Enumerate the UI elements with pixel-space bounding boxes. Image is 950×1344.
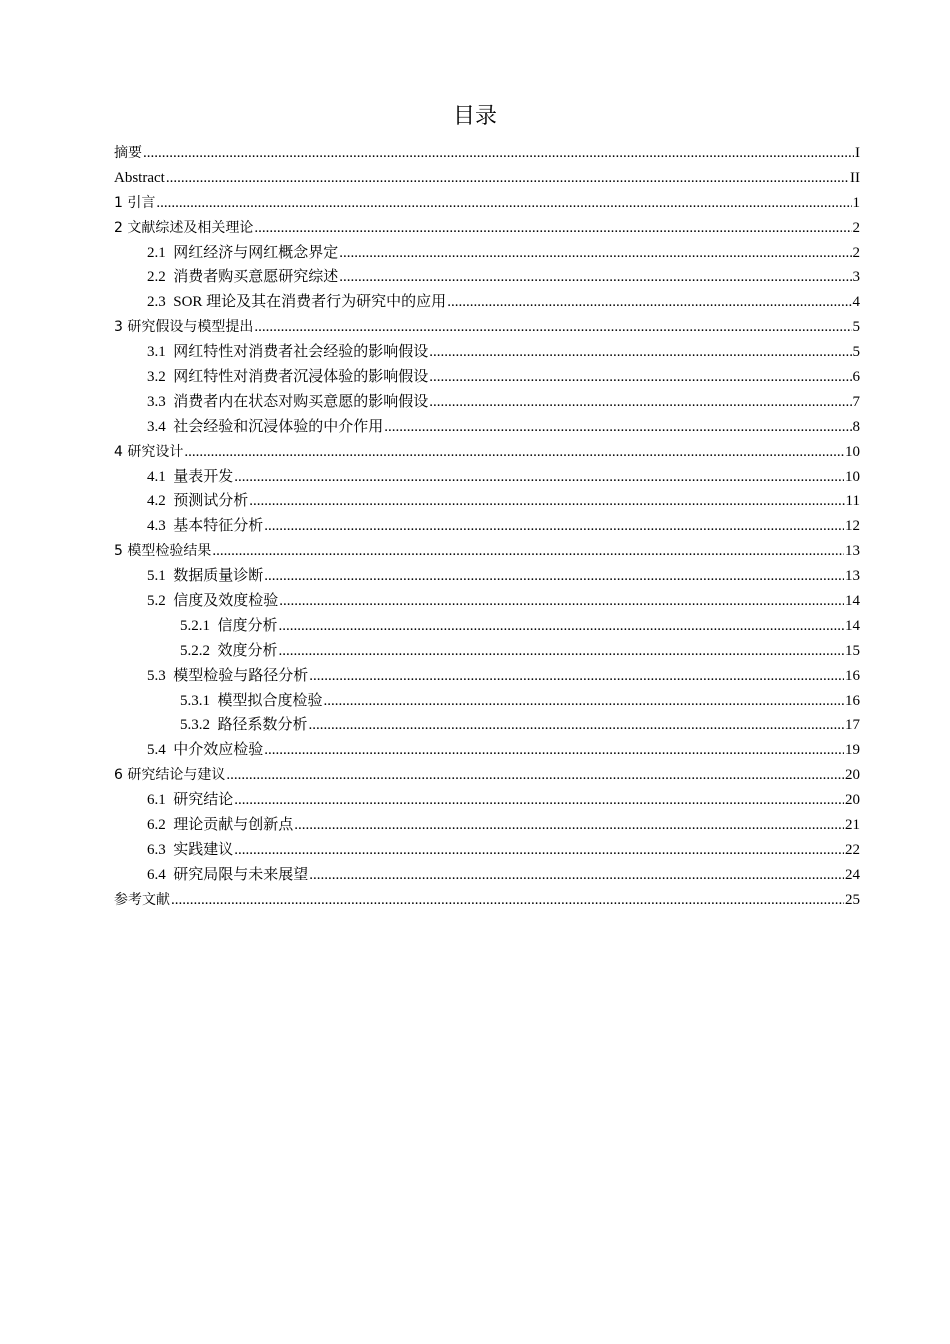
toc-dot-leader [249, 489, 844, 514]
toc-entry-label: 5.2.2 效度分析 [180, 642, 278, 659]
toc-entry-label: 3.3 消费者内在状态对购买意愿的影响假设 [147, 393, 429, 410]
toc-entry-page-number: 16 [845, 692, 860, 709]
toc-entry-label: 3.4 社会经验和沉浸体验的中介作用 [147, 418, 384, 435]
toc-entry[interactable] [114, 888, 860, 913]
toc-dot-leader [264, 514, 844, 539]
toc-dot-leader [234, 788, 844, 813]
toc-dot-leader [324, 689, 844, 714]
toc-dot-leader [279, 639, 844, 664]
toc-entry-label: 3.2 网红特性对消费者沉浸体验的影响假设 [147, 369, 429, 386]
toc-dot-leader [264, 738, 844, 763]
toc-entry-page-number: 24 [845, 866, 860, 883]
toc-entry-page-number: 15 [845, 642, 860, 659]
toc-dot-leader [339, 265, 851, 290]
toc-entry[interactable] [114, 713, 860, 738]
toc-entry-page-number: 3 [852, 269, 860, 286]
toc-entry[interactable] [114, 415, 860, 440]
toc-entry-label: 5.1 数据质量诊断 [147, 568, 264, 585]
toc-entry-page-number: 13 [845, 568, 860, 585]
toc-dot-leader [339, 241, 851, 266]
toc-dot-leader [184, 440, 844, 465]
toc-entry-label: 参考文献 [114, 891, 170, 908]
toc-dot-leader [309, 863, 844, 888]
toc-entry[interactable] [114, 141, 860, 166]
toc-dot-leader [447, 290, 851, 315]
toc-entry-page-number: 1 [852, 194, 860, 211]
toc-entry[interactable] [114, 514, 860, 539]
toc-dot-leader [429, 390, 851, 415]
toc-entry[interactable] [114, 166, 860, 191]
toc-entry-page-number: 10 [845, 468, 860, 485]
toc-dot-leader [143, 141, 854, 166]
toc-dot-leader [254, 216, 851, 241]
toc-entry-page-number: 10 [845, 443, 860, 460]
toc-dot-leader [156, 191, 851, 216]
toc-entry-label: 3.1 网红特性对消费者社会经验的影响假设 [147, 344, 429, 361]
toc-entry-page-number: II [850, 169, 860, 186]
toc-entry-label: 5.3.1 模型拟合度检验 [180, 692, 323, 709]
toc-dot-leader [166, 166, 849, 191]
toc-entry-label: 6.3 实践建议 [147, 841, 234, 858]
toc-entry-label: 5.3 模型检验与路径分析 [147, 667, 309, 684]
toc-entry[interactable] [114, 440, 860, 465]
toc-entry[interactable] [114, 838, 860, 863]
toc-entry[interactable] [114, 738, 860, 763]
toc-entry[interactable] [114, 813, 860, 838]
toc-entry-page-number: 13 [845, 543, 860, 560]
toc-entry-page-number: 5 [852, 319, 860, 336]
toc-entry[interactable] [114, 539, 860, 564]
toc-entry-page-number: 17 [845, 717, 860, 734]
toc-entry[interactable] [114, 763, 860, 788]
toc-entry-page-number: 2 [852, 244, 860, 261]
toc-entry-label: 2 文献综述及相关理论 [114, 219, 254, 236]
toc-entry[interactable] [114, 365, 860, 390]
toc-dot-leader [429, 340, 851, 365]
toc-dot-leader [429, 365, 851, 390]
toc-entry-page-number: 22 [845, 841, 860, 858]
toc-entry[interactable] [114, 241, 860, 266]
toc-entry-label: 6.1 研究结论 [147, 792, 234, 809]
toc-dot-leader [171, 888, 844, 913]
toc-entry-page-number: 4 [852, 294, 860, 311]
toc-entry-label: 4 研究设计 [114, 443, 184, 460]
toc-entry[interactable] [114, 315, 860, 340]
toc-entry-label: 6.4 研究局限与未来展望 [147, 866, 309, 883]
toc-entry-page-number: 25 [845, 891, 860, 908]
toc-dot-leader [264, 564, 844, 589]
toc-entry-page-number: 20 [845, 767, 860, 784]
toc-entry[interactable] [114, 340, 860, 365]
toc-entry[interactable] [114, 863, 860, 888]
toc-entry-page-number: 11 [845, 493, 860, 510]
toc-entry[interactable] [114, 564, 860, 589]
toc-entry-label: Abstract [114, 169, 165, 186]
toc-entry-page-number: 5 [852, 344, 860, 361]
toc-entry-label: 5 模型检验结果 [114, 543, 212, 560]
toc-entry-label: 4.1 量表开发 [147, 468, 234, 485]
toc-entry-label: 6.2 理论贡献与创新点 [147, 817, 294, 834]
table-of-contents [114, 141, 860, 913]
toc-dot-leader [279, 614, 844, 639]
toc-entry-label: 5.4 中介效应检验 [147, 742, 264, 759]
toc-entry-label: 2.1 网红经济与网红概念界定 [147, 244, 339, 261]
toc-entry[interactable] [114, 390, 860, 415]
toc-entry[interactable] [114, 589, 860, 614]
toc-entry-label: 5.3.2 路径系数分析 [180, 717, 308, 734]
toc-entry[interactable] [114, 639, 860, 664]
toc-dot-leader [309, 664, 844, 689]
toc-entry-page-number: 12 [845, 518, 860, 535]
toc-entry-page-number: I [855, 145, 860, 161]
toc-entry-label: 1 引言 [114, 194, 156, 211]
toc-entry-label: 6 研究结论与建议 [114, 767, 226, 784]
toc-entry[interactable] [114, 265, 860, 290]
toc-entry-page-number: 16 [845, 667, 860, 684]
toc-title: 目录 [452, 104, 497, 129]
toc-entry[interactable] [114, 614, 860, 639]
toc-entry-page-number: 14 [845, 593, 860, 610]
toc-entry-page-number: 20 [845, 792, 860, 809]
toc-entry-page-number: 6 [852, 369, 860, 386]
toc-entry[interactable] [114, 489, 860, 514]
toc-entry-label: 5.2.1 信度分析 [180, 617, 278, 634]
toc-entry[interactable] [114, 191, 860, 216]
toc-entry[interactable] [114, 290, 860, 315]
toc-dot-leader [234, 465, 844, 490]
toc-entry[interactable] [114, 465, 860, 490]
toc-entry[interactable] [114, 689, 860, 714]
toc-dot-leader [294, 813, 844, 838]
toc-dot-leader [309, 713, 844, 738]
toc-entry-label: 4.3 基本特征分析 [147, 518, 264, 535]
toc-dot-leader [279, 589, 844, 614]
toc-entry-page-number: 14 [845, 617, 860, 634]
toc-entry-page-number: 19 [845, 742, 860, 759]
toc-entry-page-number: 21 [845, 817, 860, 834]
toc-entry-label: 2.2 消费者购买意愿研究综述 [147, 269, 339, 286]
toc-entry[interactable] [114, 788, 860, 813]
toc-entry-label: 3 研究假设与模型提出 [114, 319, 254, 336]
toc-entry[interactable] [114, 216, 860, 241]
toc-dot-leader [384, 415, 851, 440]
toc-entry-label: 5.2 信度及效度检验 [147, 593, 279, 610]
toc-entry[interactable] [114, 664, 860, 689]
toc-entry-label: 4.2 预测试分析 [147, 493, 249, 510]
toc-entry-page-number: 8 [852, 418, 860, 435]
toc-entry-page-number: 2 [852, 219, 860, 236]
toc-dot-leader [212, 539, 844, 564]
toc-dot-leader [226, 763, 844, 788]
toc-entry-label: 摘要 [114, 145, 142, 161]
toc-entry-label: 2.3 SOR 理论及其在消费者行为研究中的应用 [147, 294, 447, 311]
toc-entry-page-number: 7 [852, 393, 860, 410]
toc-dot-leader [254, 315, 851, 340]
toc-dot-leader [234, 838, 844, 863]
